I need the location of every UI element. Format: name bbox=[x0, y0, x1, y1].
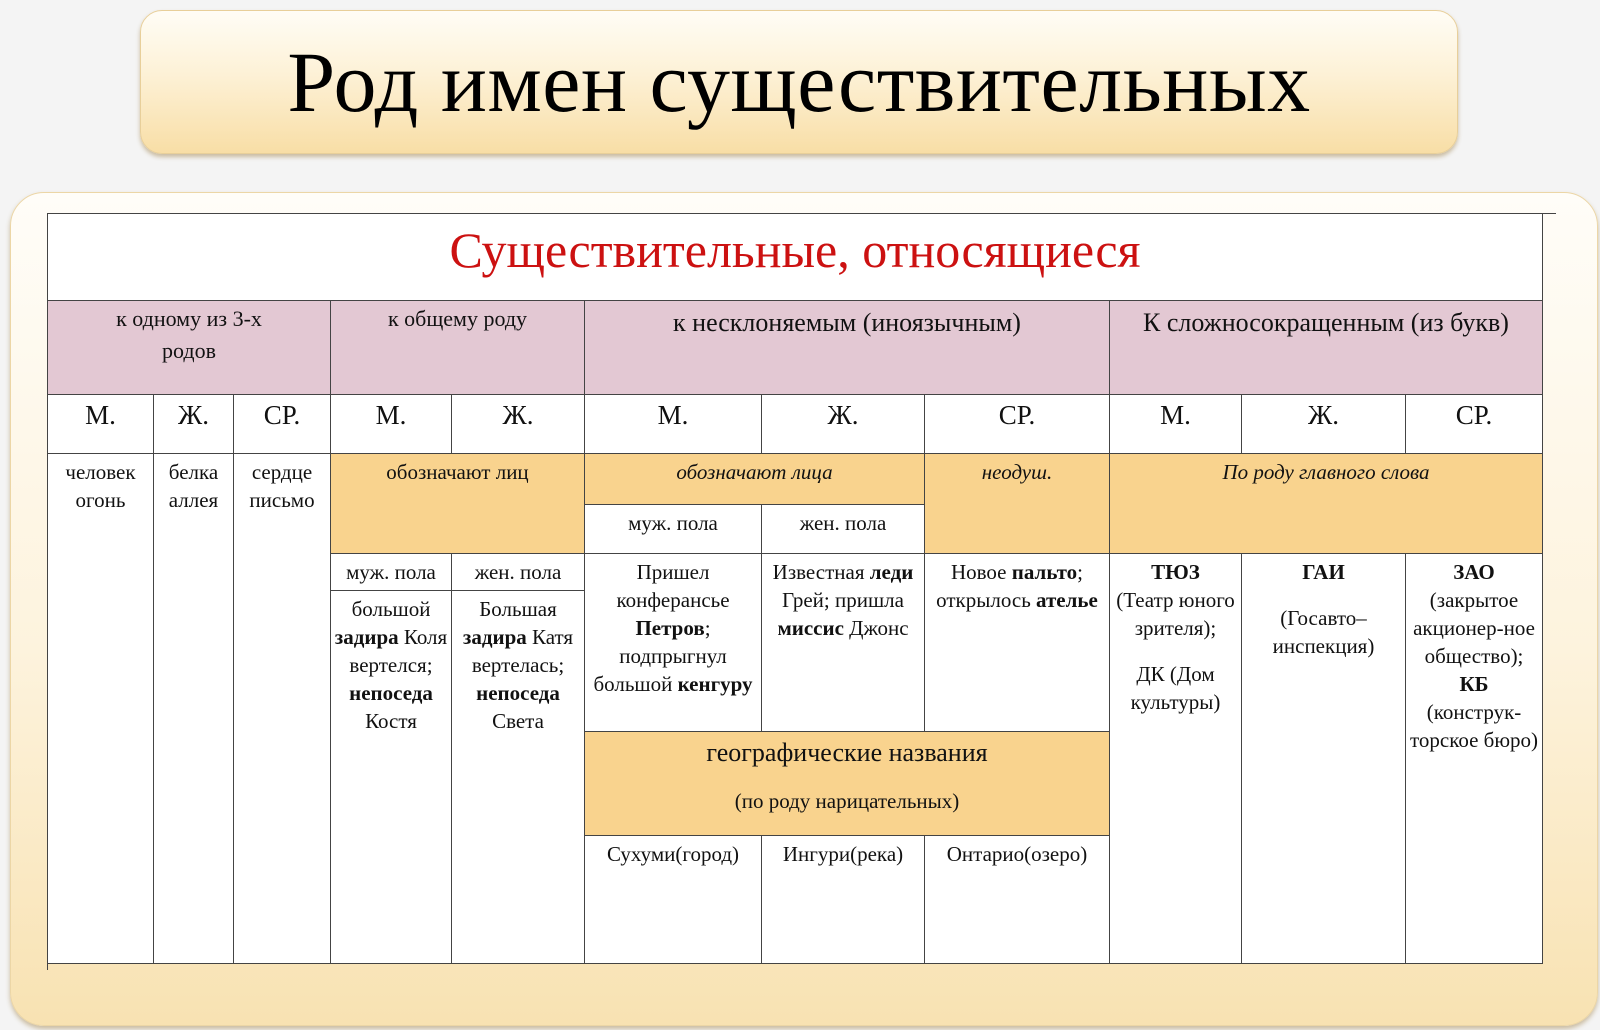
example-three-f: белка аллея bbox=[154, 454, 234, 964]
gender-label-m: М. bbox=[1110, 395, 1242, 454]
group-indeclinable: к несклоняемым (иноязычным) bbox=[585, 301, 1110, 395]
abbr-example-n: ЗАО (закрытое акционер-ное общество); КБ (конструк-торское бюро) bbox=[1406, 554, 1543, 964]
gender-label-f: Ж. bbox=[762, 395, 925, 454]
group-common-gender: к общему роду bbox=[331, 301, 585, 395]
gender-label-m: М. bbox=[48, 395, 154, 454]
common-gender-header: обозначают лиц bbox=[331, 454, 585, 554]
title-banner bbox=[140, 10, 1458, 154]
abbr-header: По роду главного слова bbox=[1110, 454, 1543, 554]
gender-label-m: М. bbox=[585, 395, 762, 454]
gender-label-n: СР. bbox=[925, 395, 1110, 454]
gender-label-f: Ж. bbox=[1242, 395, 1406, 454]
indecl-female-example: Известная леди Грей; пришла миссис Джонс bbox=[762, 554, 925, 732]
gender-label-n: СР. bbox=[1406, 395, 1543, 454]
indecl-male-example: Пришел конферансье Петров; подпрыгнул большой кенгуру bbox=[585, 554, 762, 732]
indecl-male-label: муж. пола bbox=[585, 505, 762, 554]
gender-table bbox=[47, 213, 1556, 970]
abbr-example-m: ТЮЗ (Театр юного зрителя); ДК (Дом культуры) bbox=[1110, 554, 1242, 964]
abbr-example-f: ГАИ (Госавто–инспекция) bbox=[1242, 554, 1406, 964]
example-three-m: человек огонь bbox=[48, 454, 154, 964]
indecl-female-label: жен. пола bbox=[762, 505, 925, 554]
common-male-example: большой задира Коля вертелся; непоседа Костя bbox=[331, 591, 452, 964]
gender-label-f: Ж. bbox=[154, 395, 234, 454]
geo-example-n: Онтарио(озеро) bbox=[925, 836, 1110, 964]
common-male-label: муж. пола bbox=[331, 554, 452, 591]
indecl-persons-header: обозначают лица bbox=[585, 454, 925, 505]
example-three-n: сердце письмо bbox=[234, 454, 331, 964]
table-heading: Существительные, относящиеся bbox=[48, 214, 1543, 301]
geo-subtitle: (по роду нарицательных) bbox=[734, 789, 960, 813]
geo-title: географические названия bbox=[706, 738, 988, 767]
indecl-inanimate-header: неодуш. bbox=[925, 454, 1110, 554]
group-three-genders: к одному из 3-х родов bbox=[48, 301, 331, 395]
page-title: Род имен существительных bbox=[287, 34, 1311, 130]
gender-label-n: СР. bbox=[234, 395, 331, 454]
gender-label-m: М. bbox=[331, 395, 452, 454]
geo-names-header bbox=[585, 732, 1110, 836]
common-female-label: жен. пола bbox=[452, 554, 585, 591]
group-abbreviations: К сложносокращенным (из букв) bbox=[1110, 301, 1543, 395]
gender-label-f: Ж. bbox=[452, 395, 585, 454]
geo-example-m: Сухуми(город) bbox=[585, 836, 762, 964]
common-female-example: Большая задира Катя вертелась; непоседа Света bbox=[452, 591, 585, 964]
geo-example-f: Ингури(река) bbox=[762, 836, 925, 964]
indecl-neuter-example: Новое пальто; открылось ателье bbox=[925, 554, 1110, 732]
